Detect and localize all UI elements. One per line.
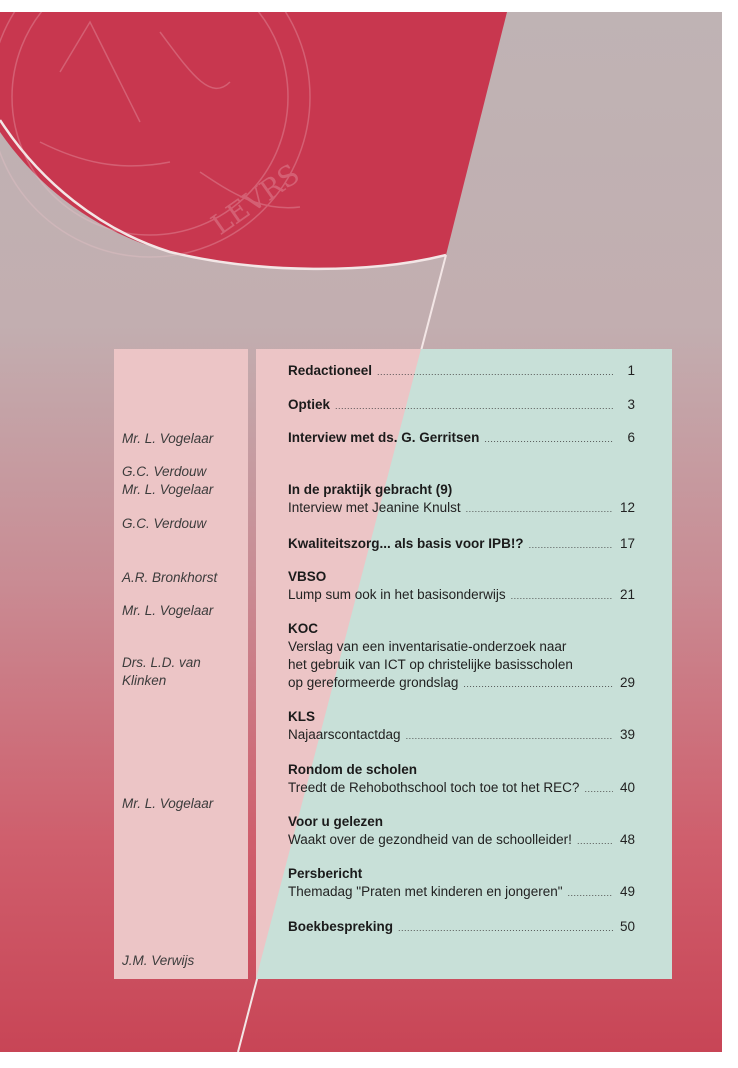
toc-title: KOC <box>288 621 318 636</box>
toc-title: Persbericht <box>288 866 363 881</box>
toc-page-number: 40 <box>619 780 635 795</box>
dot-leader <box>484 430 613 448</box>
dot-leader <box>335 397 613 415</box>
toc-entry[interactable] <box>288 708 635 745</box>
toc-entry[interactable] <box>288 865 635 902</box>
dot-leader <box>377 363 613 381</box>
toc-author: G.C. Verdouw Mr. L. Vogelaar <box>122 464 214 497</box>
toc-page-number: 21 <box>619 587 635 602</box>
dot-leader <box>584 780 613 798</box>
toc-subtitle: Treedt de Rehobothschool toch toe tot het REC? <box>288 780 580 795</box>
svg-text:LEVRS: LEVRS <box>205 157 306 242</box>
toc-page-number: 17 <box>619 536 635 551</box>
toc-title: VBSO <box>288 569 327 584</box>
toc-page-number: 48 <box>619 832 635 847</box>
toc-entry[interactable] <box>288 813 635 850</box>
toc-subtitle: op gereformeerde grondslag <box>288 675 459 690</box>
toc-page-number: 1 <box>627 363 635 378</box>
toc-page-number: 3 <box>627 397 635 412</box>
toc-page-number: 50 <box>619 919 635 934</box>
toc-title: Optiek <box>288 397 331 412</box>
toc-author: Mr. L. Vogelaar <box>122 796 214 811</box>
toc-entry[interactable] <box>288 362 635 381</box>
toc-author: A.R. Bronkhorst <box>122 570 218 585</box>
toc-subtitle: het gebruik van ICT op christelijke basisscholen <box>288 657 573 672</box>
dot-leader <box>529 536 613 554</box>
toc-page-number: 29 <box>619 675 635 690</box>
toc-title: Redactioneel <box>288 363 373 378</box>
toc-title: Rondom de scholen <box>288 762 418 777</box>
toc-page-number: 49 <box>619 884 635 899</box>
toc-title: Interview met ds. G. Gerritsen <box>288 430 480 445</box>
dot-leader <box>466 500 613 518</box>
toc-page-number: 12 <box>619 500 635 515</box>
toc-subtitle: Waakt over de gezondheid van de schoolleider! <box>288 832 572 847</box>
toc-author: Mr. L. Vogelaar <box>122 431 214 446</box>
toc-author: J.M. Verwijs <box>122 953 195 968</box>
toc-entry[interactable] <box>288 481 635 518</box>
toc-page-number: 6 <box>627 430 635 445</box>
toc-entry[interactable] <box>288 535 635 554</box>
dot-leader <box>568 884 613 902</box>
toc-subtitle: Interview met Jeanine Knulst <box>288 500 461 515</box>
dot-leader <box>398 919 613 937</box>
toc-author: Mr. L. Vogelaar <box>122 603 214 618</box>
dot-leader <box>463 675 613 693</box>
toc-title: Voor u gelezen <box>288 814 384 829</box>
toc-entry[interactable] <box>288 918 635 937</box>
toc-subtitle: Verslag van een inventarisatie-onderzoek naar <box>288 639 567 654</box>
toc-page-number: 39 <box>619 727 635 742</box>
toc-author: G.C. Verdouw <box>122 516 207 531</box>
dot-leader <box>511 587 613 605</box>
toc-subtitle: Lump sum ook in het basisonderwijs <box>288 587 506 602</box>
toc-entry[interactable] <box>288 620 635 693</box>
toc-entry[interactable] <box>288 761 635 798</box>
toc-entry[interactable] <box>288 568 635 605</box>
seal-banner <box>0 12 507 269</box>
toc-title: KLS <box>288 709 315 724</box>
toc-title: Boekbespreking <box>288 919 394 934</box>
toc-subtitle: Najaarscontactdag <box>288 727 401 742</box>
toc-subtitle: Themadag "Praten met kinderen en jongeren" <box>288 884 563 899</box>
toc-author: Drs. L.D. van Klinken <box>122 655 201 688</box>
toc-title: In de praktijk gebracht (9) <box>288 482 453 497</box>
dot-leader <box>406 727 613 745</box>
toc-title: Kwaliteitszorg... als basis voor IPB!? <box>288 536 524 551</box>
dot-leader <box>577 832 613 850</box>
toc-entry[interactable] <box>288 396 635 415</box>
toc-entry[interactable] <box>288 429 635 448</box>
